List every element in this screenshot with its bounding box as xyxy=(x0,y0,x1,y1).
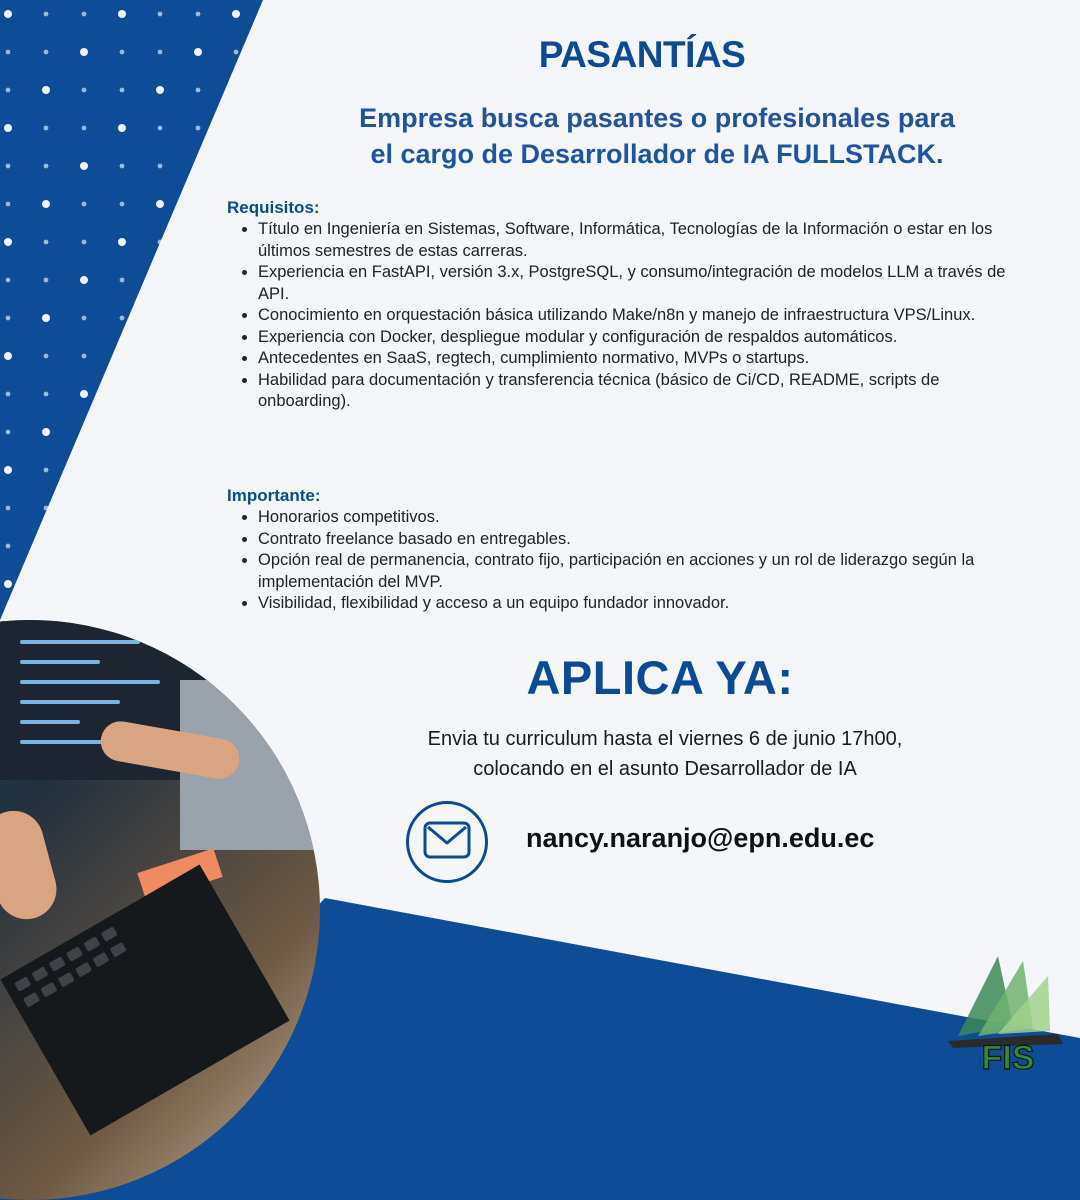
decorative-dot xyxy=(6,506,11,511)
decorative-dot xyxy=(44,392,49,397)
decorative-dot xyxy=(42,200,50,208)
decorative-dot xyxy=(82,354,87,359)
decorative-dot xyxy=(42,428,50,436)
key xyxy=(14,976,31,992)
hand-image xyxy=(0,804,63,926)
decorative-dot xyxy=(82,240,87,245)
key xyxy=(40,982,57,998)
list-item: • Título en Ingeniería en Sistemas, Software, Informática, Tecnologías de la Información o estar en los últimos semestres de estas carreras. xyxy=(258,219,1027,262)
key xyxy=(83,936,100,952)
apply-instructions-line-1: Envia tu curriculum hasta el viernes 6 de junio 17h00, xyxy=(427,728,903,750)
decorative-dot xyxy=(196,126,201,131)
decorative-dot xyxy=(118,124,126,132)
code-line xyxy=(20,720,80,724)
key xyxy=(49,956,66,972)
decorative-dot xyxy=(44,12,49,17)
code-line xyxy=(20,700,120,704)
decorative-dot xyxy=(80,162,88,170)
decorative-dot xyxy=(4,124,12,132)
list-item: • Antecedentes en SaaS, regtech, cumplimiento normativo, MVPs o startups. xyxy=(258,348,1027,370)
decorative-dot xyxy=(80,276,88,284)
decorative-dot xyxy=(44,126,49,131)
apply-instructions xyxy=(345,724,985,784)
decorative-dot xyxy=(6,202,11,207)
envelope-icon xyxy=(423,821,471,859)
list-item: • Contrato freelance basado en entregables. xyxy=(258,529,1027,551)
decorative-dot xyxy=(6,164,11,169)
decorative-dot xyxy=(120,88,125,93)
key xyxy=(75,962,92,978)
decorative-dot xyxy=(6,316,11,321)
list-item: • Conocimiento en orquestación básica utilizando Make/n8n y manejo de infraestructura VPS/Linux. xyxy=(258,305,1027,327)
decorative-dot xyxy=(6,278,11,283)
fis-book-logo-icon xyxy=(938,936,1078,1076)
code-line xyxy=(20,660,100,664)
list-item: • Experiencia en FastAPI, versión 3.x, PostgreSQL, y consumo/integración de modelos LLM a través de API. xyxy=(258,262,1027,305)
decorative-dot xyxy=(118,10,126,18)
decorative-dot xyxy=(196,88,201,93)
requisitos-list xyxy=(227,219,1027,413)
decorative-dot xyxy=(120,202,125,207)
decorative-dot xyxy=(4,466,12,474)
page-subtitle xyxy=(262,100,1052,172)
decorative-dot xyxy=(120,278,125,283)
decorative-dot xyxy=(42,314,50,322)
key xyxy=(23,992,40,1008)
decorative-dot xyxy=(120,50,125,55)
decorative-dot xyxy=(120,316,125,321)
key xyxy=(66,946,83,962)
list-item: • Opción real de permanencia, contrato fijo, participación en acciones y un rol de liderazgo según la implementación del MVP. xyxy=(258,550,1027,593)
subtitle-line-1: Empresa busca pasantes o profesionales para xyxy=(359,103,955,133)
key xyxy=(110,942,127,958)
decorative-dot xyxy=(6,544,11,549)
list-item: • Visibilidad, flexibilidad y acceso a un equipo fundador innovador. xyxy=(258,593,1027,615)
importante-list xyxy=(227,507,1027,615)
decorative-dot xyxy=(44,50,49,55)
decorative-dot xyxy=(4,352,12,360)
decorative-dot xyxy=(80,48,88,56)
decorative-dot xyxy=(42,86,50,94)
contact-email-link[interactable]: nancy.naranjo@epn.edu.ec xyxy=(526,823,875,853)
decorative-dot xyxy=(156,86,164,94)
decorative-dot xyxy=(118,238,126,246)
decorative-dot xyxy=(82,202,87,207)
coding-team-photo xyxy=(0,620,320,1200)
apply-now-heading: APLICA YA: xyxy=(526,651,794,704)
code-line xyxy=(20,680,160,684)
decorative-dot xyxy=(82,88,87,93)
decorative-dot xyxy=(82,12,87,17)
decorative-dot xyxy=(44,240,49,245)
decorative-dot xyxy=(44,278,49,283)
decorative-dot xyxy=(196,12,201,17)
decorative-dot xyxy=(158,50,163,55)
decorative-dot xyxy=(158,12,163,17)
importante-section xyxy=(227,486,1027,615)
page-title: PASANTÍAS xyxy=(538,34,746,75)
decorative-dot xyxy=(80,390,88,398)
decorative-dot xyxy=(6,430,11,435)
decorative-dot xyxy=(6,50,11,55)
subtitle-line-2: el cargo de Desarrollador de IA FULLSTACK. xyxy=(370,139,944,169)
list-item: • Honorarios competitivos. xyxy=(258,507,1027,529)
list-item: • Habilidad para documentación y transferencia técnica (básico de Ci/CD, README, scripts de onboarding). xyxy=(258,370,1027,413)
decorative-dot xyxy=(120,164,125,169)
decorative-dot xyxy=(6,88,11,93)
key xyxy=(31,966,48,982)
fis-logo-text: FIS xyxy=(981,1039,1035,1076)
importante-heading: Importante: xyxy=(227,486,321,505)
decorative-dot xyxy=(194,48,202,56)
decorative-dot xyxy=(4,580,12,588)
decorative-dot xyxy=(232,10,240,18)
key xyxy=(92,952,109,968)
decorative-dot xyxy=(4,10,12,18)
decorative-dot xyxy=(44,164,49,169)
decorative-dot xyxy=(44,354,49,359)
decorative-dot xyxy=(234,50,239,55)
key xyxy=(101,926,118,942)
decorative-dot xyxy=(44,468,49,473)
decorative-dot xyxy=(158,126,163,131)
list-item: • Experiencia con Docker, despliegue modular y configuración de respaldos automáticos. xyxy=(258,327,1027,349)
apply-instructions-line-2: colocando en el asunto Desarrollador de IA xyxy=(473,758,857,780)
decorative-dot xyxy=(82,126,87,131)
decorative-dot xyxy=(4,238,12,246)
decorative-dot xyxy=(156,200,164,208)
decorative-dot xyxy=(6,392,11,397)
key xyxy=(58,972,75,988)
decorative-dot xyxy=(158,164,163,169)
decorative-dot xyxy=(82,316,87,321)
requisitos-heading: Requisitos: xyxy=(227,198,320,217)
mail-icon xyxy=(406,801,488,883)
requisitos-section xyxy=(227,198,1027,413)
code-line xyxy=(20,640,140,644)
